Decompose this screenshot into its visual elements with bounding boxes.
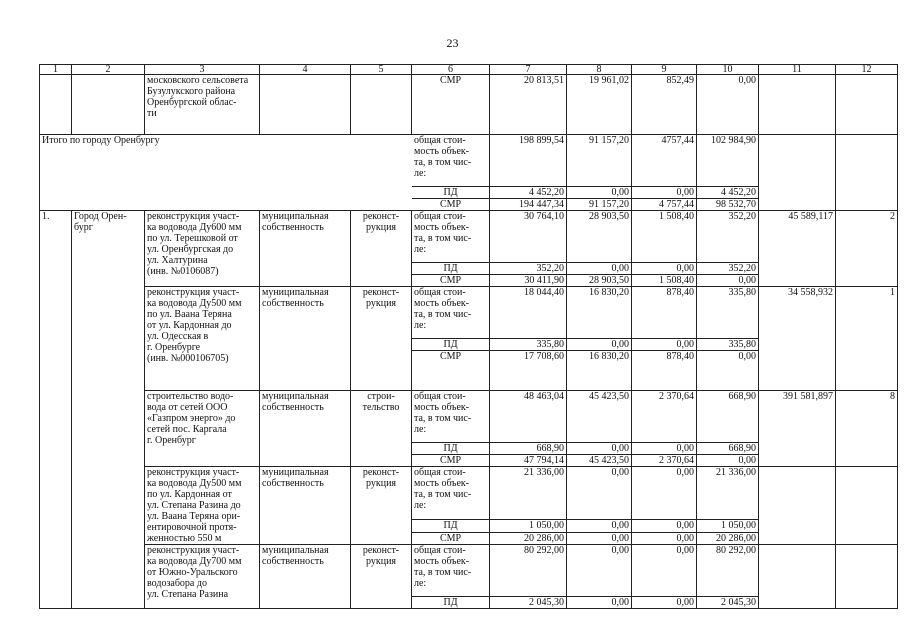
value-v7: 20 813,51 (490, 75, 567, 135)
capacity: 391 581,897 (759, 391, 836, 467)
ownership (260, 211, 351, 287)
work-type (351, 75, 412, 135)
value-v9: 4 757,44 (632, 199, 697, 211)
value-v10: 98 532,70 (697, 199, 759, 211)
object-name-line: реконструкция участ- (147, 211, 240, 222)
value-v8: 16 830,20 (567, 351, 632, 391)
value-v10: 1 050,00 (697, 520, 759, 532)
table-row (40, 65, 898, 75)
cost-type-line: мость объек- (414, 222, 470, 233)
cost-type: ПД (412, 520, 490, 532)
value-v10: 2 045,30 (697, 597, 759, 609)
cost-type (412, 211, 490, 263)
value-v9: 4757,44 (632, 135, 697, 187)
cost-type-line: ле: (414, 424, 427, 435)
cost-type-line: ле: (414, 168, 427, 179)
count (836, 75, 898, 135)
value-v8: 0,00 (567, 187, 632, 199)
object-name-line: Бузулукского района (147, 86, 236, 97)
value-v8: 0,00 (567, 339, 632, 351)
object-name-line: женностью 550 м (147, 533, 222, 544)
table-row (40, 287, 898, 339)
total-label: Итого по городу Оренбургу (40, 135, 412, 211)
value-v10: 20 286,00 (697, 532, 759, 544)
table-row (40, 75, 898, 135)
value-v10: 21 336,00 (697, 467, 759, 520)
object-name-line: ул. Ваана Теряна ори- (147, 511, 241, 522)
count (836, 135, 898, 211)
work-type-line: реконст- (362, 545, 400, 556)
cost-type: СМР (412, 455, 490, 467)
ownership-line: собственность (262, 556, 324, 567)
object-name-line: сетей пос. Каргала (147, 424, 227, 435)
cost-type-line: мость объек- (414, 146, 470, 157)
investment-table (39, 64, 898, 609)
work-type-line: строи- (367, 391, 395, 402)
value-v9: 0,00 (632, 532, 697, 544)
capacity (759, 135, 836, 211)
column-header: 1 (40, 65, 72, 75)
cost-type-line: та, в том чис- (414, 309, 472, 320)
work-type-line: рукция (365, 298, 397, 309)
work-type (351, 391, 412, 467)
cost-type-line: та, в том чис- (414, 413, 472, 424)
cost-type: СМР (412, 75, 490, 135)
ownership (260, 75, 351, 135)
object-name (145, 391, 260, 467)
value-v9: 0,00 (632, 339, 697, 351)
value-v8: 45 423,50 (567, 391, 632, 443)
value-v10: 0,00 (697, 275, 759, 287)
value-v8: 0,00 (567, 467, 632, 520)
cost-type-line: ле: (414, 578, 427, 589)
table-row (40, 391, 898, 443)
cost-type-line: общая стои- (414, 467, 466, 478)
object-name (145, 211, 260, 287)
cost-type: СМР (412, 275, 490, 287)
cost-type-line: ле: (414, 320, 427, 331)
value-v10: 335,80 (697, 287, 759, 339)
count: 2 (836, 211, 898, 287)
cost-type: ПД (412, 443, 490, 455)
value-v10: 102 984,90 (697, 135, 759, 187)
ownership (260, 467, 351, 545)
cost-type (412, 467, 490, 520)
value-v7: 4 452,20 (490, 187, 567, 199)
column-header: 9 (632, 65, 697, 75)
capacity (759, 75, 836, 135)
value-v9: 878,40 (632, 351, 697, 391)
cost-type-line: та, в том чис- (414, 233, 472, 244)
value-v10: 0,00 (697, 351, 759, 391)
value-v8: 19 961,02 (567, 75, 632, 135)
ownership (260, 287, 351, 391)
value-v8: 0,00 (567, 443, 632, 455)
ownership-line: собственность (262, 478, 324, 489)
row-number (40, 75, 72, 135)
value-v8: 0,00 (567, 520, 632, 532)
object-name-line: реконструкция участ- (147, 467, 240, 478)
object-name-line: московского сельсовета (147, 75, 249, 86)
work-type-line: реконст- (362, 211, 400, 222)
cost-type-line: ле: (414, 500, 427, 511)
value-v8: 0,00 (567, 532, 632, 544)
column-header: 8 (567, 65, 632, 75)
ownership-line: муниципальная (262, 545, 329, 556)
object-name-line: ул. Оренбургская до (147, 244, 234, 255)
value-v9: 0,00 (632, 263, 697, 275)
value-v10: 668,90 (697, 443, 759, 455)
object-name-line: по ул. Кардонная от (147, 489, 232, 500)
ownership-line: собственность (262, 402, 324, 413)
value-v7: 198 899,54 (490, 135, 567, 187)
cost-type-line: та, в том чис- (414, 489, 472, 500)
object-name-line: по ул. Терешковой от (147, 233, 238, 244)
cost-type-line: общая стои- (414, 287, 466, 298)
cost-type: ПД (412, 263, 490, 275)
cost-type: СМР (412, 199, 490, 211)
value-v10: 352,20 (697, 211, 759, 263)
value-v9: 878,40 (632, 287, 697, 339)
cost-type (412, 135, 490, 187)
value-v10: 352,20 (697, 263, 759, 275)
column-header: 11 (759, 65, 836, 75)
object-name-line: реконструкция участ- (147, 545, 240, 556)
value-v10: 0,00 (697, 455, 759, 467)
object-name-line: по ул. Ваана Теряна (147, 309, 232, 320)
cost-type: ПД (412, 339, 490, 351)
object-name-line: г. Оренбурге (147, 342, 201, 353)
value-v10: 0,00 (697, 75, 759, 135)
value-v7: 30 764,10 (490, 211, 567, 263)
value-v9: 2 370,64 (632, 455, 697, 467)
object-name-line: ул. Халтурина (147, 255, 208, 266)
value-v7: 2 045,30 (490, 597, 567, 609)
value-v7: 80 292,00 (490, 545, 567, 597)
value-v9: 1 508,40 (632, 275, 697, 287)
cost-type (412, 545, 490, 597)
ownership-line: собственность (262, 298, 324, 309)
cost-type-line: мость объек- (414, 478, 470, 489)
column-header: 12 (836, 65, 898, 75)
object-name (145, 545, 260, 609)
work-type-line: рукция (365, 478, 397, 489)
municipality (72, 75, 145, 135)
object-name-line: ка водовода Ду700 мм (147, 556, 242, 567)
work-type-line: реконст- (362, 287, 400, 298)
object-name-line: Оренбургской облас- (147, 97, 237, 108)
work-type (351, 211, 412, 287)
value-v7: 194 447,34 (490, 199, 567, 211)
ownership-line: муниципальная (262, 287, 329, 298)
object-name-line: реконструкция участ- (147, 287, 240, 298)
cost-type (412, 391, 490, 443)
value-v8: 91 157,20 (567, 199, 632, 211)
value-v7: 335,80 (490, 339, 567, 351)
object-name-line: ул. Степана Разина до (147, 500, 241, 511)
municipality-line: Город Орен- (74, 211, 127, 222)
ownership (260, 391, 351, 467)
cost-type: ПД (412, 597, 490, 609)
capacity (759, 545, 836, 609)
value-v9: 0,00 (632, 467, 697, 520)
work-type (351, 545, 412, 609)
value-v9: 852,49 (632, 75, 697, 135)
table-row (40, 135, 898, 187)
value-v10: 335,80 (697, 339, 759, 351)
value-v7: 352,20 (490, 263, 567, 275)
page-number: 23 (446, 36, 459, 50)
count (836, 467, 898, 545)
value-v10: 4 452,20 (697, 187, 759, 199)
cost-type-line: та, в том чис- (414, 157, 472, 168)
cost-type-line: мость объек- (414, 556, 470, 567)
value-v8: 91 157,20 (567, 135, 632, 187)
object-name-line: (инв. №0106087) (147, 266, 219, 277)
column-header: 4 (260, 65, 351, 75)
work-type-line: реконст- (362, 467, 400, 478)
value-v9: 0,00 (632, 443, 697, 455)
object-name-line: от Южно-Уральского (147, 567, 238, 578)
value-v9: 2 370,64 (632, 391, 697, 443)
value-v8: 45 423,50 (567, 455, 632, 467)
value-v9: 1 508,40 (632, 211, 697, 263)
object-name-line: ентировочной протя- (147, 522, 237, 533)
value-v7: 47 794,14 (490, 455, 567, 467)
value-v9: 0,00 (632, 187, 697, 199)
capacity: 34 558,932 (759, 287, 836, 391)
capacity (759, 467, 836, 545)
column-header: 10 (697, 65, 759, 75)
value-v7: 17 708,60 (490, 351, 567, 391)
work-type-line: тельство (362, 402, 400, 413)
ownership-line: муниципальная (262, 211, 329, 222)
column-header: 3 (145, 65, 260, 75)
cost-type-line: общая стои- (414, 211, 466, 222)
cost-type-line: та, в том чис- (414, 567, 472, 578)
value-v7: 30 411,90 (490, 275, 567, 287)
value-v10: 80 292,00 (697, 545, 759, 597)
object-name (145, 75, 260, 135)
cost-type-line: общая стои- (414, 391, 466, 402)
object-name-line: г. Оренбург (147, 435, 196, 446)
value-v7: 20 286,00 (490, 532, 567, 544)
municipality (72, 211, 145, 609)
object-name-line: ка водовода Ду600 мм (147, 222, 242, 233)
cost-type-line: общая стои- (414, 135, 466, 146)
count: 8 (836, 391, 898, 467)
object-name-line: от ул. Кардонная до (147, 320, 232, 331)
cost-type (412, 287, 490, 339)
column-header: 6 (412, 65, 490, 75)
value-v7: 668,90 (490, 443, 567, 455)
object-name-line: ул. Степана Разина (147, 589, 229, 600)
value-v7: 21 336,00 (490, 467, 567, 520)
count (836, 545, 898, 609)
table-row (40, 467, 898, 520)
value-v9: 0,00 (632, 597, 697, 609)
object-name-line: вода от сетей ООО (147, 402, 228, 413)
column-header: 5 (351, 65, 412, 75)
object-name-line: ка водовода Ду500 мм (147, 478, 242, 489)
value-v8: 0,00 (567, 597, 632, 609)
value-v10: 668,90 (697, 391, 759, 443)
object-name-line: «Газпром энерго» до (147, 413, 236, 424)
value-v8: 0,00 (567, 545, 632, 597)
object-name (145, 287, 260, 391)
object-name-line: водозабора до (147, 578, 207, 589)
ownership-line: собственность (262, 222, 324, 233)
object-name-line: ка водовода Ду500 мм (147, 298, 242, 309)
cost-type: СМР (412, 351, 490, 391)
value-v9: 0,00 (632, 520, 697, 532)
cost-type-line: мость объек- (414, 402, 470, 413)
work-type-line: рукция (365, 556, 397, 567)
value-v8: 0,00 (567, 263, 632, 275)
work-type (351, 467, 412, 545)
cost-type: СМР (412, 532, 490, 544)
object-name-line: (инв. №000106705) (147, 353, 229, 364)
table-row (40, 211, 898, 263)
object-name-line: строительство водо- (147, 391, 234, 402)
cost-type: ПД (412, 187, 490, 199)
value-v7: 18 044,40 (490, 287, 567, 339)
value-v9: 0,00 (632, 545, 697, 597)
work-type-line: рукция (365, 222, 397, 233)
value-v8: 28 903,50 (567, 275, 632, 287)
column-header: 7 (490, 65, 567, 75)
table-row (40, 545, 898, 597)
value-v8: 28 903,50 (567, 211, 632, 263)
value-v7: 48 463,04 (490, 391, 567, 443)
object-name-line: ул. Одесская в (147, 331, 209, 342)
ownership (260, 545, 351, 609)
value-v7: 1 050,00 (490, 520, 567, 532)
section-number: 1. (40, 211, 72, 609)
value-v8: 16 830,20 (567, 287, 632, 339)
ownership-line: муниципальная (262, 467, 329, 478)
ownership-line: муниципальная (262, 391, 329, 402)
work-type (351, 287, 412, 391)
object-name-line: ти (147, 108, 157, 119)
count: 1 (836, 287, 898, 391)
capacity: 45 589,117 (759, 211, 836, 287)
cost-type-line: общая стои- (414, 545, 466, 556)
object-name (145, 467, 260, 545)
cost-type-line: ле: (414, 244, 427, 255)
municipality-line: бург (74, 222, 93, 233)
column-header: 2 (72, 65, 145, 75)
cost-type-line: мость объек- (414, 298, 470, 309)
